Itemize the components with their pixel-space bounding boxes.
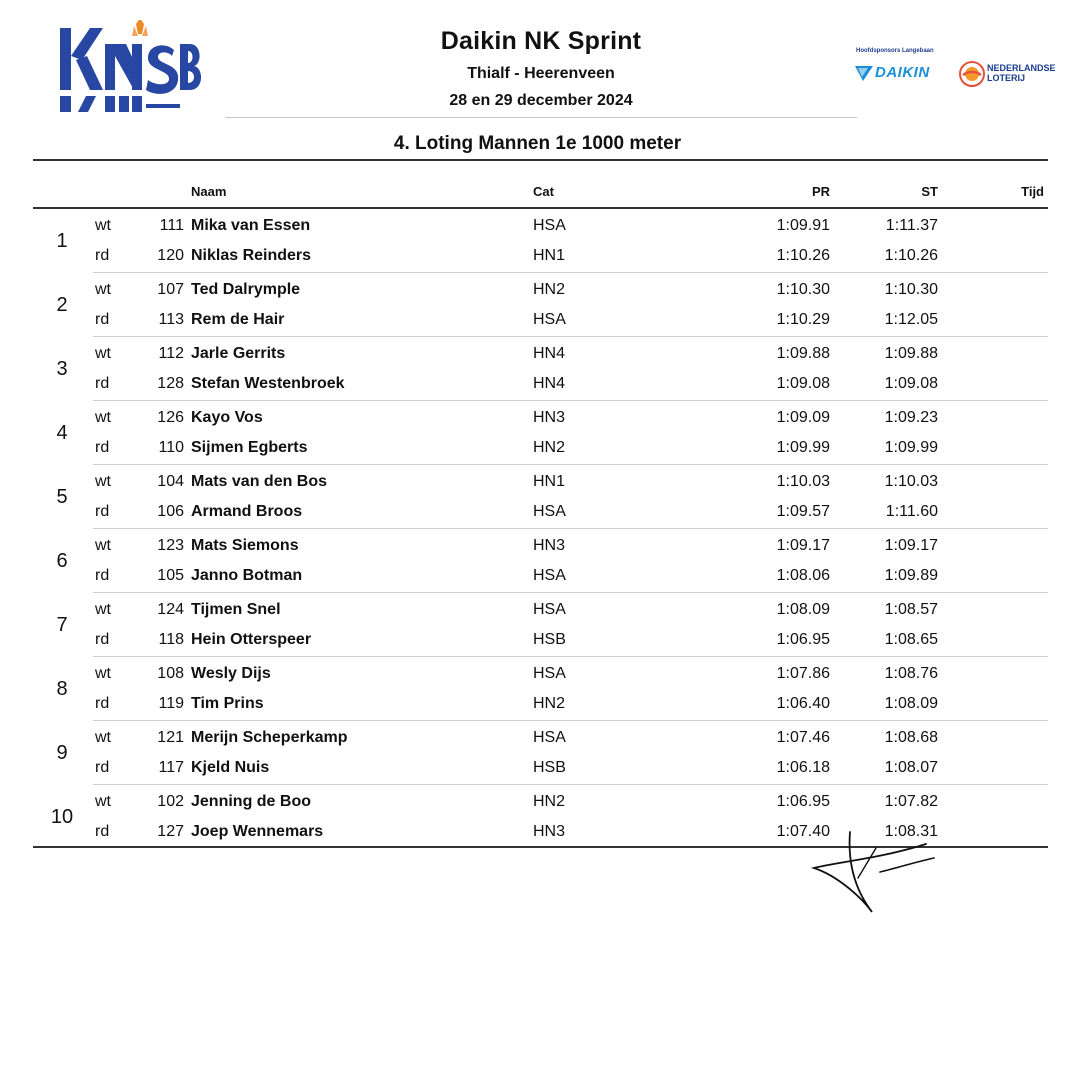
- heat-number: 7: [56, 614, 68, 636]
- start-number: 108: [157, 665, 184, 682]
- category: HN2: [533, 695, 566, 712]
- table-row: [0, 723, 1091, 753]
- season-time: 1:08.07: [884, 759, 938, 776]
- skater-name: Rem de Hair: [191, 311, 285, 328]
- heat-group: [0, 273, 1091, 337]
- season-time: 1:08.31: [884, 823, 938, 840]
- lane-color: rd: [95, 375, 110, 392]
- skater-name: Joep Wennemars: [191, 823, 324, 840]
- table-row: [0, 787, 1091, 817]
- category: HN2: [533, 439, 566, 456]
- table-row: [0, 211, 1091, 241]
- lane-color: wt: [95, 217, 111, 234]
- heat-group: [0, 337, 1091, 401]
- nederlandse-loterij-logo-icon: [959, 61, 985, 87]
- season-time: 1:09.23: [884, 409, 938, 426]
- lane-color: wt: [95, 793, 111, 810]
- season-time: 1:08.68: [884, 729, 938, 746]
- skater-name: Hein Otterspeer: [191, 631, 312, 648]
- lane-color: rd: [95, 695, 110, 712]
- skater-name: Merijn Scheperkamp: [191, 729, 348, 746]
- table-row: [0, 625, 1091, 655]
- season-time: 1:11.60: [885, 503, 938, 520]
- category: HSA: [533, 217, 566, 234]
- category: HSA: [533, 311, 566, 328]
- personal-record: 1:07.86: [776, 665, 830, 682]
- start-number: 118: [158, 631, 184, 648]
- category: HSA: [533, 729, 566, 746]
- skater-name: Jarle Gerrits: [191, 345, 286, 362]
- heat-group: [0, 657, 1091, 721]
- season-time: 1:08.09: [884, 695, 938, 712]
- category: HN3: [533, 823, 566, 840]
- skater-name: Kayo Vos: [191, 409, 263, 426]
- lane-color: rd: [95, 439, 110, 456]
- season-time: 1:09.99: [884, 439, 938, 456]
- lane-color: rd: [95, 567, 110, 584]
- category: HN3: [533, 537, 566, 554]
- category: HN1: [533, 247, 566, 264]
- heat-number: 1: [56, 230, 68, 252]
- sponsor-logos: [853, 48, 1056, 94]
- season-time: 1:09.17: [884, 537, 938, 554]
- lane-color: wt: [95, 345, 111, 362]
- start-number: 104: [157, 473, 184, 490]
- start-number: 119: [158, 695, 184, 712]
- personal-record: 1:09.91: [776, 217, 830, 234]
- season-time: 1:12.05: [884, 311, 938, 328]
- start-number: 105: [157, 567, 184, 584]
- heat-number: 8: [56, 678, 68, 700]
- heat-group: [0, 401, 1091, 465]
- table-row: [0, 689, 1091, 719]
- event-date: 28 en 29 december 2024: [449, 92, 633, 109]
- category: HSB: [533, 631, 566, 648]
- category: HN3: [533, 409, 566, 426]
- table-row: [0, 241, 1091, 271]
- personal-record: 1:06.40: [776, 695, 830, 712]
- table-row: [0, 275, 1091, 305]
- table-row: [0, 595, 1091, 625]
- lane-color: rd: [95, 631, 110, 648]
- heat-group: [0, 209, 1091, 273]
- skater-name: Armand Broos: [191, 503, 303, 520]
- start-number: 102: [157, 793, 184, 810]
- skater-name: Wesly Dijs: [191, 665, 271, 682]
- personal-record: 1:10.03: [776, 473, 830, 490]
- lane-color: rd: [95, 311, 110, 328]
- personal-record: 1:10.30: [776, 281, 830, 298]
- category: HSA: [533, 665, 566, 682]
- personal-record: 1:06.95: [776, 793, 830, 810]
- skater-name: Mats van den Bos: [191, 473, 328, 490]
- table-row: [0, 339, 1091, 369]
- season-time: 1:10.26: [884, 247, 938, 264]
- start-number: 120: [157, 247, 184, 264]
- lane-color: rd: [95, 759, 110, 776]
- knsb-logo: [56, 20, 202, 120]
- season-time: 1:07.82: [884, 793, 938, 810]
- category: HN2: [533, 281, 566, 298]
- category: HSA: [533, 503, 566, 520]
- heat-group: [0, 529, 1091, 593]
- lane-color: rd: [95, 503, 110, 520]
- column-header-st: ST: [921, 184, 938, 199]
- heat-number: 5: [56, 486, 68, 508]
- heat-number: 3: [56, 358, 68, 380]
- category: HN1: [533, 473, 566, 490]
- table-row: [0, 659, 1091, 689]
- personal-record: 1:08.06: [776, 567, 830, 584]
- season-time: 1:08.76: [884, 665, 938, 682]
- start-number: 112: [158, 345, 184, 362]
- category: HN4: [533, 345, 566, 362]
- season-time: 1:08.57: [884, 601, 938, 618]
- category: HN4: [533, 375, 566, 392]
- heat-number: 9: [56, 742, 68, 764]
- skater-name: Stefan Westenbroek: [191, 375, 345, 392]
- personal-record: 1:10.29: [776, 311, 830, 328]
- personal-record: 1:07.46: [776, 729, 830, 746]
- heat-number: 4: [56, 422, 68, 444]
- table-row: [0, 561, 1091, 591]
- table-row: [0, 305, 1091, 335]
- start-number: 107: [157, 281, 184, 298]
- start-number: 124: [157, 601, 184, 618]
- event-header: [225, 22, 857, 114]
- season-time: 1:10.03: [884, 473, 938, 490]
- skater-name: Janno Botman: [191, 567, 303, 584]
- season-time: 1:08.65: [884, 631, 938, 648]
- column-header-tijd: Tijd: [1021, 184, 1044, 199]
- season-time: 1:09.89: [884, 567, 938, 584]
- skater-name: Sijmen Egberts: [191, 439, 308, 456]
- start-number: 127: [157, 823, 184, 840]
- skater-name: Niklas Reinders: [191, 247, 312, 264]
- table-row: [0, 467, 1091, 497]
- column-header-cat: Cat: [533, 184, 554, 199]
- start-number: 121: [157, 729, 184, 746]
- column-header-naam: Naam: [191, 184, 227, 199]
- top-rule: [33, 159, 1048, 161]
- event-venue: Thialf - Heerenveen: [467, 65, 615, 82]
- season-time: 1:10.30: [884, 281, 938, 298]
- season-time: 1:11.37: [885, 217, 938, 234]
- personal-record: 1:09.57: [776, 503, 830, 520]
- category: HSA: [533, 601, 566, 618]
- personal-record: 1:09.88: [776, 345, 830, 362]
- lane-color: wt: [95, 281, 111, 298]
- personal-record: 1:09.99: [776, 439, 830, 456]
- loterij-wordmark: NEDERLANDSE LOTERIJ: [987, 63, 1056, 83]
- category: HSB: [533, 759, 566, 776]
- category: HSA: [533, 567, 566, 584]
- lane-color: wt: [95, 729, 111, 746]
- heat-group: [0, 593, 1091, 657]
- lane-color: wt: [95, 665, 111, 682]
- skater-name: Tim Prins: [191, 695, 264, 712]
- start-number: 106: [157, 503, 184, 520]
- start-number: 110: [158, 439, 184, 456]
- event-title: Daikin NK Sprint: [440, 27, 642, 55]
- table-row: [0, 753, 1091, 783]
- header-divider: [225, 117, 857, 118]
- heat-number: 10: [50, 806, 74, 828]
- category: HN2: [533, 793, 566, 810]
- heat-number: 2: [56, 294, 68, 316]
- heat-number: 6: [56, 550, 68, 572]
- skater-name: Tijmen Snel: [191, 601, 281, 618]
- lane-color: rd: [95, 823, 110, 840]
- skater-name: Ted Dalrymple: [191, 281, 301, 298]
- column-header-pr: PR: [811, 184, 830, 199]
- start-number: 123: [157, 537, 184, 554]
- personal-record: 1:06.18: [776, 759, 830, 776]
- season-time: 1:09.88: [884, 345, 938, 362]
- lane-color: wt: [95, 409, 111, 426]
- table-row: [0, 531, 1091, 561]
- table-row: [0, 403, 1091, 433]
- heat-group: [0, 465, 1091, 529]
- start-number: 128: [157, 375, 184, 392]
- personal-record: 1:07.40: [776, 823, 830, 840]
- handwritten-signature: [808, 828, 943, 916]
- skater-name: Jenning de Boo: [191, 793, 311, 810]
- lane-color: wt: [95, 473, 111, 490]
- table-row: [0, 369, 1091, 399]
- skater-name: Kjeld Nuis: [191, 759, 270, 776]
- start-number: 117: [158, 759, 184, 776]
- lane-color: rd: [95, 247, 110, 264]
- heat-group: [0, 721, 1091, 785]
- personal-record: 1:08.09: [776, 601, 830, 618]
- draw-title: 4. Loting Mannen 1e 1000 meter: [393, 133, 682, 154]
- table-row: [0, 497, 1091, 527]
- personal-record: 1:09.08: [776, 375, 830, 392]
- start-number: 111: [159, 217, 184, 234]
- skater-name: Mika van Essen: [191, 217, 311, 234]
- lane-color: wt: [95, 537, 111, 554]
- skater-name: Mats Siemons: [191, 537, 299, 554]
- personal-record: 1:09.17: [776, 537, 830, 554]
- table-row: [0, 433, 1091, 463]
- start-number: 126: [157, 409, 184, 426]
- sponsor-caption: Hoofdsponsors Langebaan: [856, 48, 934, 54]
- personal-record: 1:06.95: [776, 631, 830, 648]
- season-time: 1:09.08: [884, 375, 938, 392]
- start-number: 113: [158, 311, 184, 328]
- personal-record: 1:09.09: [776, 409, 830, 426]
- personal-record: 1:10.26: [776, 247, 830, 264]
- lane-color: wt: [95, 601, 111, 618]
- daikin-wordmark: DAIKIN: [875, 64, 930, 81]
